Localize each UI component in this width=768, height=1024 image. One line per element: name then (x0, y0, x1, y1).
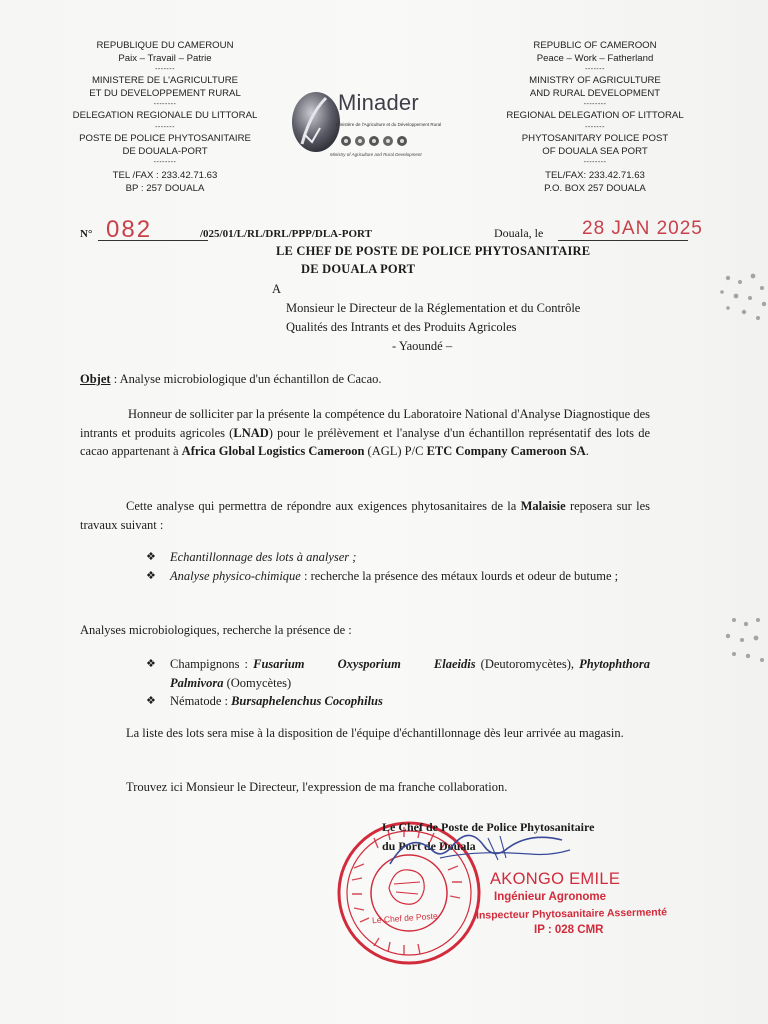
organisms-list (146, 655, 650, 711)
header-left-ministry-2: ET DU DEVELOPPEMENT RURAL (89, 87, 241, 99)
logo-subtitle-en: Ministry of Agriculture and Rural Development (330, 152, 422, 157)
addressee-a: A (272, 282, 282, 296)
paragraph-text: reposera sur les travaux suivant : (80, 499, 650, 532)
signature-title-line-1: Le Chef de Poste de Police Phytosanitaire (382, 820, 595, 834)
binder-mark-icon (698, 610, 768, 670)
header-left (40, 40, 290, 195)
header-right-ministry-1: MINISTRY OF AGRICULTURE (529, 75, 661, 87)
header-left-separator: -------- (153, 159, 177, 167)
reference-prefix: N° (80, 228, 93, 240)
list-item (146, 548, 650, 567)
company-name: Africa Global Logistics Cameroon (181, 444, 365, 458)
header-right-post-1: PHYTOSANITARY POLICE POST (521, 132, 669, 144)
signatory-role-2: Inspecteur Phytosanitaire Assermenté (475, 906, 668, 922)
sender-title (276, 242, 590, 278)
paragraph-text: Cette analyse qui permettra de répondre aux exigences phytosanitaires de la (126, 499, 521, 513)
list-item-text: : recherche la présence des métaux lourds et odeur de butume ; (300, 568, 619, 583)
sender-title-line-2: DE DOUALA PORT (301, 262, 416, 276)
signatory-role: Ingénieur Agronome (494, 891, 607, 903)
list-item-label: Champignons : (170, 657, 254, 671)
header-right-separator: -------- (583, 101, 607, 109)
header-left-motto: Paix – Travail – Patrie (118, 52, 212, 64)
paragraph-request (80, 405, 650, 461)
paragraph-text: . (585, 444, 589, 458)
seal-center-text: Le Chef de Poste (371, 910, 438, 926)
date-stamp: 28 JAN 2025 (582, 218, 703, 239)
subject-text: : Analyse microbiologique d'un échantillon de Cacao. (110, 372, 382, 386)
diamond-bullet-icon: ❖ (146, 694, 156, 707)
header-left-delegation: DELEGATION REGIONALE DU LITTORAL (72, 110, 258, 122)
paragraph-text: Honneur de solliciter par la présente la compétence du Laboratoire National d'Analyse Diagnostique des intrants et produits agricoles ( (80, 407, 650, 440)
species-name: Phytophthora Palmivora (170, 657, 651, 690)
header-left-separator: ------- (155, 123, 175, 131)
paragraph-analysis (80, 497, 650, 534)
subject-line (80, 370, 650, 389)
paragraph-microbio: Analyses microbiologiques, recherche la présence de : (80, 623, 352, 637)
header-right-post-2: OF DOUALA SEA PORT (542, 145, 648, 157)
sender-title-line-1: LE CHEF DE POSTE DE POLICE PHYTOSANITAIRE (276, 244, 591, 258)
header-left-ministry-1: MINISTERE DE L'AGRICULTURE (91, 75, 239, 87)
list-item-label: Analyse physico-chimique (170, 568, 301, 583)
addressee-line-1: Monsieur le Directeur de la Réglementation et du Contrôle (286, 301, 581, 315)
species-name: Fusarium Oxysporium Elaeidis (253, 657, 476, 671)
company-name: ETC Company Cameroon SA (426, 444, 586, 458)
paragraph-text: (AGL) P/C (364, 444, 427, 458)
header-right-motto: Peace – Work – Fatherland (536, 52, 654, 64)
header-right-ministry-2: AND RURAL DEVELOPMENT (529, 87, 661, 99)
list-item-text: (Oomycètes) (223, 675, 292, 690)
country-name: Malaisie (520, 499, 566, 513)
addressee-city: - Yaoundé – (392, 339, 453, 353)
binder-mark-icon (698, 268, 768, 328)
header-right-separator: -------- (583, 159, 607, 167)
header-left-post-2: DE DOUALA-PORT (122, 145, 208, 157)
header-right-tel: TEL/FAX: 233.42.71.63 (545, 170, 645, 182)
reference-place: Douala, le (494, 226, 544, 240)
header-left-country: REPUBLIQUE DU CAMEROUN (96, 40, 234, 51)
subject-label: Objet (80, 372, 111, 386)
reference-line (80, 216, 710, 244)
header-right-delegation: REGIONAL DELEGATION OF LITTORAL (506, 110, 684, 122)
logo-subtitle-fr: Ministère de l'Agriculture et du Développement Rural (336, 122, 442, 127)
list-item (146, 567, 650, 586)
signature-title-line-2: du Port de Douala (382, 839, 476, 853)
signatory-id: IP : 028 CMR (534, 924, 604, 936)
list-item-text: (Deutoromycètes), (475, 657, 580, 671)
header-right-separator: ------- (585, 123, 605, 131)
list-item-text: Echantillonnage des lots à analyser ; (170, 550, 357, 564)
paragraph-text: ) pour le prélèvement et l'analyse d'un échantillon représentatif des lots de cacao appartenant à (80, 425, 650, 458)
header-left-tel: TEL /FAX : 233.42.71.63 (112, 170, 218, 182)
diamond-bullet-icon: ❖ (146, 657, 156, 670)
paragraph-lots: La liste des lots sera mise à la disposition de l'équipe d'échantillonnage dès leur arrivée au magasin. (126, 726, 624, 740)
list-item-label: Nématode : (170, 694, 232, 708)
diamond-bullet-icon: ❖ (146, 550, 156, 563)
header-left-separator: -------- (153, 101, 177, 109)
list-item (146, 655, 650, 692)
diamond-bullet-icon: ❖ (146, 568, 156, 582)
addressee-line-2: Qualités des Intrants et des Produits Agricoles (286, 320, 517, 334)
addressee-block (272, 280, 580, 356)
header-left-separator: ------- (155, 66, 175, 74)
signatory-name: AKONGO EMILE (490, 870, 621, 888)
header-right-separator: ------- (585, 66, 605, 74)
header-right (470, 40, 720, 195)
paragraph-closing: Trouvez ici Monsieur le Directeur, l'expression de ma franche collaboration. (126, 780, 508, 794)
lab-acronym: LNAD (233, 425, 269, 440)
header-left-post-1: POSTE DE POLICE PHYTOSANITAIRE (79, 132, 251, 144)
works-list (146, 548, 650, 585)
date-underline (558, 240, 688, 241)
minader-logo (290, 84, 450, 164)
header-right-country: REPUBLIC OF CAMEROON (533, 40, 657, 51)
list-item (146, 692, 650, 711)
header-right-bp: P.O. BOX 257 DOUALA (544, 182, 646, 194)
header-left-bp: BP : 257 DOUALA (125, 182, 205, 194)
logo-wordmark: Minader (338, 90, 419, 115)
reference-number: 082 (106, 216, 153, 243)
reference-code: /025/01/L/RL/DRL/PPP/DLA-PORT (200, 228, 372, 240)
species-name: Bursaphelenchus Cocophilus (231, 694, 383, 708)
